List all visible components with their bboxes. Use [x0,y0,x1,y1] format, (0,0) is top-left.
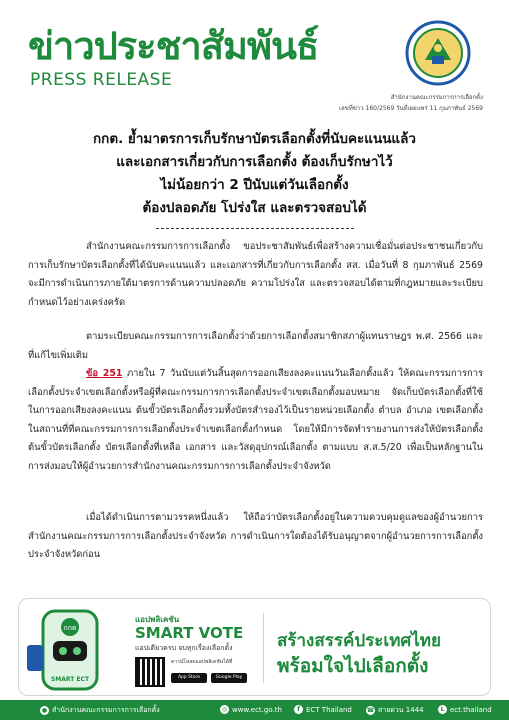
dashed-divider [156,228,354,229]
slogan-line-2: พร้อมใจไปเลือกตั้ง [277,655,429,677]
footer-website-text: www.ect.go.th [232,705,282,714]
paragraph-text: เมื่อได้ดำเนินการตามวรรคหนึ่งแล้ว ให้ถือว่าบัตรเลือกตั้งอยู่ในความควบคุมดูแลของผู้อำนวยการสำนักงานคณะกรรมการการเลือกตั้งประจำจังหวัด การดำเนินการใดต้องได้รับอนุญาตจากผู้อำนวยการการเลือกตั้งประจำจังหวัดก่อน [28,512,483,560]
ect-logo-icon: ● [41,707,48,714]
smart-vote-banner [18,598,491,696]
headline [20,128,489,220]
line-app-icon: L [438,705,447,714]
press-title-thai: ข่าวประชาสัมพันธ์ [28,24,319,68]
footer-org [40,705,160,716]
section-reference: ข้อ 251 [86,368,123,379]
google-play-button[interactable]: Google Play [211,673,247,683]
globe-icon: ◎ [221,706,228,713]
smart-ect-mascot-icon [25,605,115,695]
page-header [0,0,509,112]
headline-line: และเอกสารเกี่ยวกับการเลือกตั้ง ต้องเก็บรักษาไว้ [116,154,393,170]
paragraph-custody [28,509,483,565]
paragraph-intro [28,238,483,312]
footer-website[interactable] [220,705,282,714]
footer-facebook-text: ECT Thailand [306,705,352,714]
paragraph-section-251 [28,365,483,476]
app-store-button[interactable]: App Store [171,673,207,683]
press-title-english: PRESS RELEASE [30,70,173,90]
paragraph-regulation [28,328,483,365]
footer-org-text: สำนักงานคณะกรรมการการเลือกตั้ง [52,706,160,714]
slogan-line-1: สร้างสรรค์ประเทศไทย [277,631,441,651]
footer-facebook[interactable] [294,705,352,714]
footer-line-text: ect.thailand [450,705,492,714]
ect-seal-logo [405,20,471,86]
document-number: เลขที่ข่าว 160/2569 วันที่เผยแพร่ 11 กุมภาพันธ์ 2569 [339,105,483,112]
footer-hotline-text: สายด่วน 1444 [378,706,424,714]
qr-code[interactable] [135,657,165,687]
page-footer [0,700,509,720]
footer-hotline[interactable] [366,705,424,716]
phone-icon: ☎ [366,707,375,714]
footer-line[interactable] [438,705,492,714]
headline-line: กกต. ย้ำมาตรการเก็บรักษาบัตรเลือกตั้งที่นับคะแนนแล้ว [92,131,416,147]
app-label: แอปพลิเคชัน [135,615,180,624]
headline-line: ต้องปลอดภัย โปร่งใส และตรวจสอบได้ [142,200,367,216]
mascot-name-text: SMART ECT [50,676,90,683]
banner-divider [263,613,264,683]
paragraph-text: ภายใน 7 วันนับแต่วันสิ้นสุดการออกเสียงลงคะแนนวันเลือกตั้งแล้ว ให้คณะกรรมการการเลือกตั้งประจำเขตเลือกตั้งหรือผู้ที่คณะกรรมการการเลือกตั้งประจำเขตเลือกตั้งมอบหมาย จัดเก็บบัตรเลือกตั้งที่ใช้ในการออกเสียงลงคะแนน ต้นขั้วบัตรเลือกตั้งรวมทั้งบัตรสำรองไว้เป็นรายหน่วยเลือกตั้ง ตำบล อำเภอ เขตเลือกตั้ง ในสถานที่ที่คณะกรรมการการเลือกตั้งประจำเขตเลือกตั้งกำหนด โดยให้มีการจัดทำรายงานการส่งให้บัตรเลือกตั้ง ต้นขั้วบัตรเลือกตั้ง บัตรเลือกตั้งที่เหลือ เอกสาร และวัสดุอุปกรณ์เลือกตั้ง ตามแบบ ส.ส.5/20 เพื่อเป็นหลักฐานในการส่งมอบให้ผู้อำนวยการสำนักงานคณะกรรมการการเลือกตั้งประจำจังหวัด [28,368,484,472]
app-tagline: แอปเดียวครบ จบทุกเรื่องเลือกตั้ง [135,644,233,652]
facebook-icon: f [294,705,303,714]
store-download-text: ดาวน์โหลดแอปพลิเคชันได้ที่ [171,659,233,665]
office-name: สำนักงานคณะกรรมการการเลือกตั้ง [390,94,483,101]
mascot-badge-text: กกต [63,624,77,632]
paragraph-text: ตามระเบียบคณะกรรมการการเลือกตั้งว่าด้วยการเลือกตั้งสมาชิกสภาผู้แทนราษฎร พ.ศ. 2566 และที่แก้ไขเพิ่มเติม [28,331,483,361]
paragraph-text: สำนักงานคณะกรรมการการเลือกตั้ง ขอประชาสัมพันธ์เพื่อสร้างความเชื่อมั่นต่อประชาชนเกี่ยวกับการเก็บรักษาบัตรเลือกตั้งที่ได้นับคะแนนแล้ว และเอกสารที่เกี่ยวกับการเลือกตั้ง สส. เมื่อวันที่ 8 กุมภาพันธ์ 2569 จะมีการดำเนินการภายใต้มาตรการด้านความปลอดภัย ความโปร่งใส และตรวจสอบได้ตามที่กฎหมายและระเบียบกำหนดไว้อย่างเคร่งครัด [28,241,483,308]
app-name: SMART VOTE [135,624,244,642]
headline-line: ไม่น้อยกว่า 2 ปีนับแต่วันเลือกตั้ง [160,177,349,193]
